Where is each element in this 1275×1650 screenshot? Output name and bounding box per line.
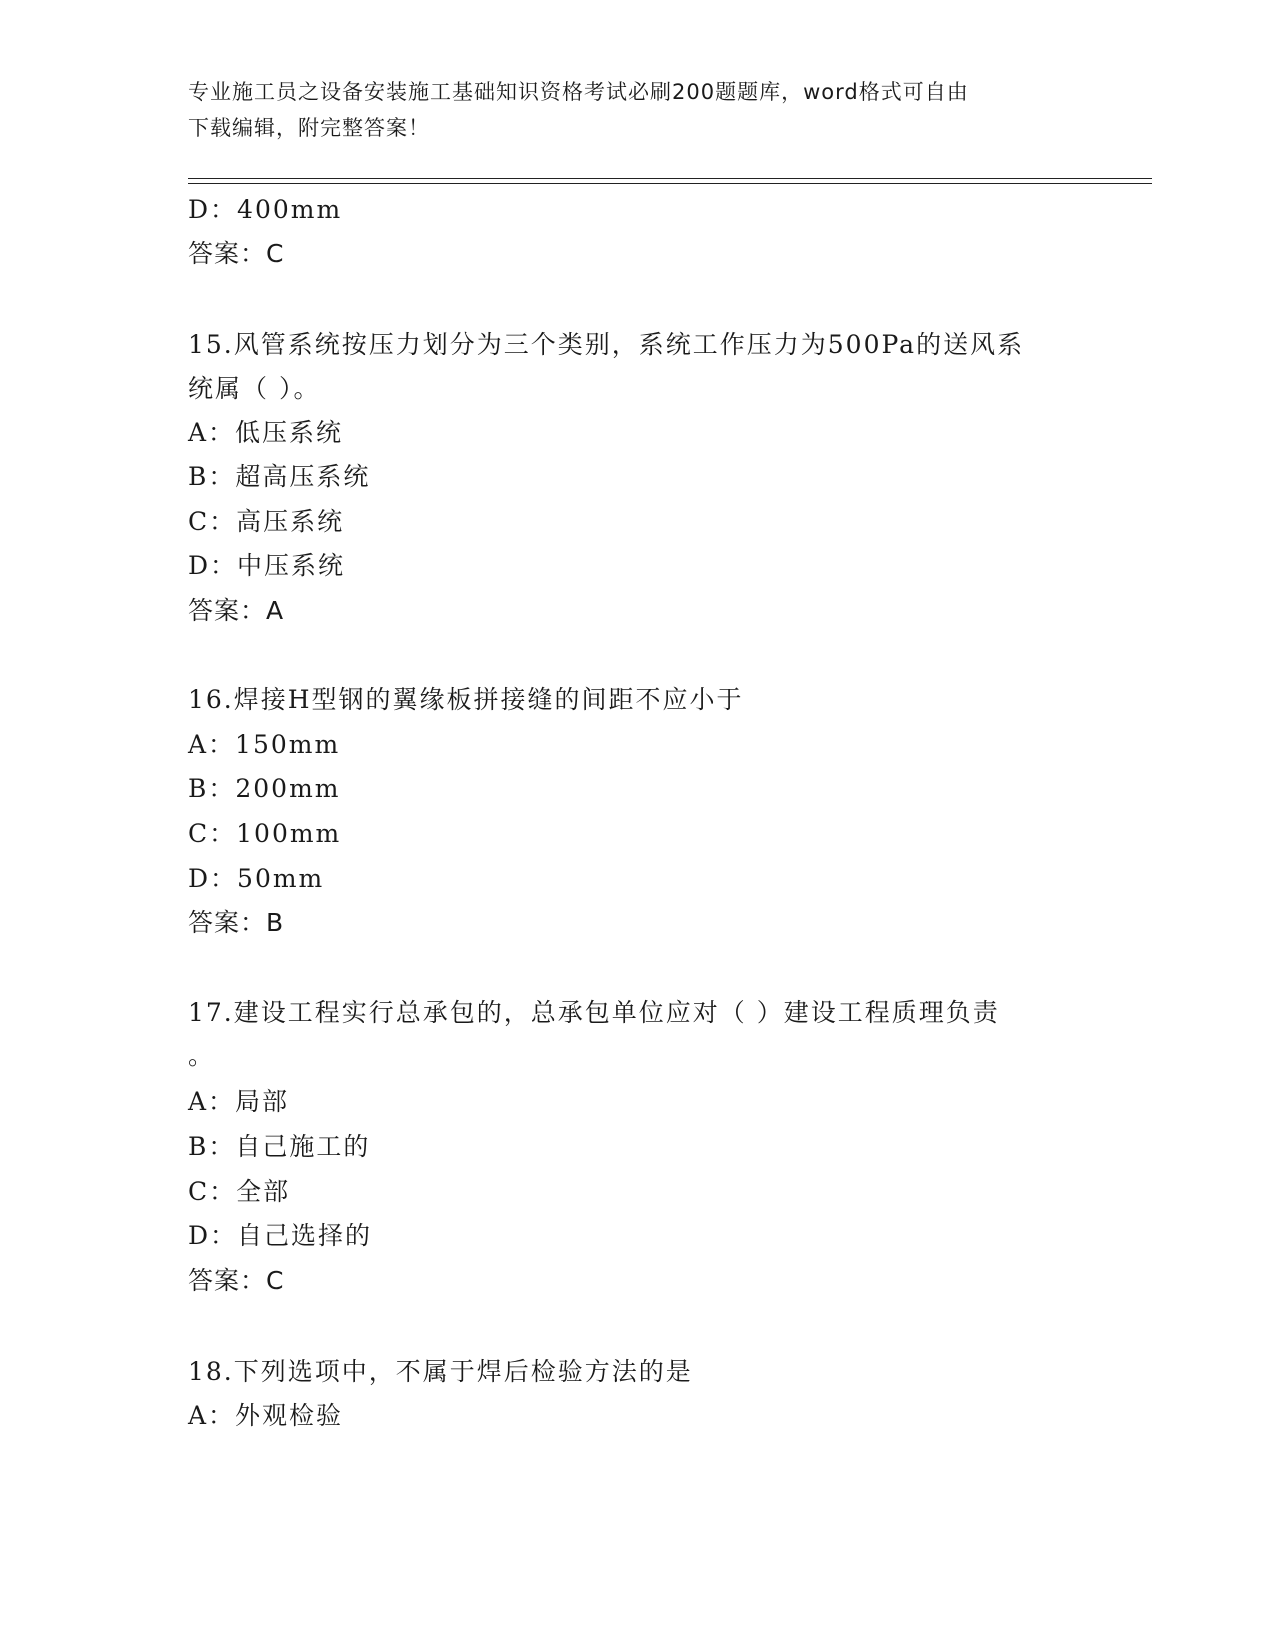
q18-option-a: A：外观检验	[188, 1401, 344, 1430]
q16-stem-line-1: 16.焊接H型钢的翼缘板拼接缝的间距不应小于	[188, 685, 744, 714]
q16-option-c: C：100mm	[188, 819, 342, 848]
q15-option-b: B：超高压系统	[188, 462, 371, 491]
q17-option-b: B：自己施工的	[188, 1132, 371, 1161]
q15-stem-line-2: 统属（ ）。	[188, 374, 321, 403]
q14-answer: 答案：C	[188, 239, 285, 268]
header-divider-bottom	[188, 183, 1152, 184]
q17-option-d: D：自己选择的	[188, 1221, 373, 1250]
q16-option-a: A：150mm	[188, 730, 341, 759]
q16-answer: 答案：B	[188, 908, 285, 937]
q17-option-a: A：局部	[188, 1087, 290, 1116]
q15-stem-line-1: 15.风管系统按压力划分为三个类别，系统工作压力为500Pa的送风系	[188, 330, 1025, 359]
q14-option-d: D：400mm	[188, 195, 343, 224]
header-title-line-2: 下载编辑，附完整答案！	[188, 116, 430, 140]
q17-stem-line-2: 。	[188, 1041, 216, 1070]
header-title-line-1: 专业施工员之设备安装施工基础知识资格考试必刷200题题库，word格式可自由	[188, 80, 969, 104]
header-divider-top	[188, 178, 1152, 179]
q15-answer: 答案：A	[188, 596, 285, 625]
q17-stem-line-1: 17.建设工程实行总承包的，总承包单位应对（ ）建设工程质理负责	[188, 998, 1000, 1027]
q15-option-d: D：中压系统	[188, 551, 346, 580]
q16-option-d: D：50mm	[188, 864, 325, 893]
q17-answer: 答案：C	[188, 1266, 285, 1295]
q15-option-a: A：低压系统	[188, 418, 344, 447]
q15-option-c: C：高压系统	[188, 507, 345, 536]
q18-stem-line-1: 18.下列选项中，不属于焊后检验方法的是	[188, 1357, 693, 1386]
q17-option-c: C：全部	[188, 1177, 291, 1206]
document-header	[188, 74, 1088, 146]
q16-option-b: B：200mm	[188, 774, 341, 803]
